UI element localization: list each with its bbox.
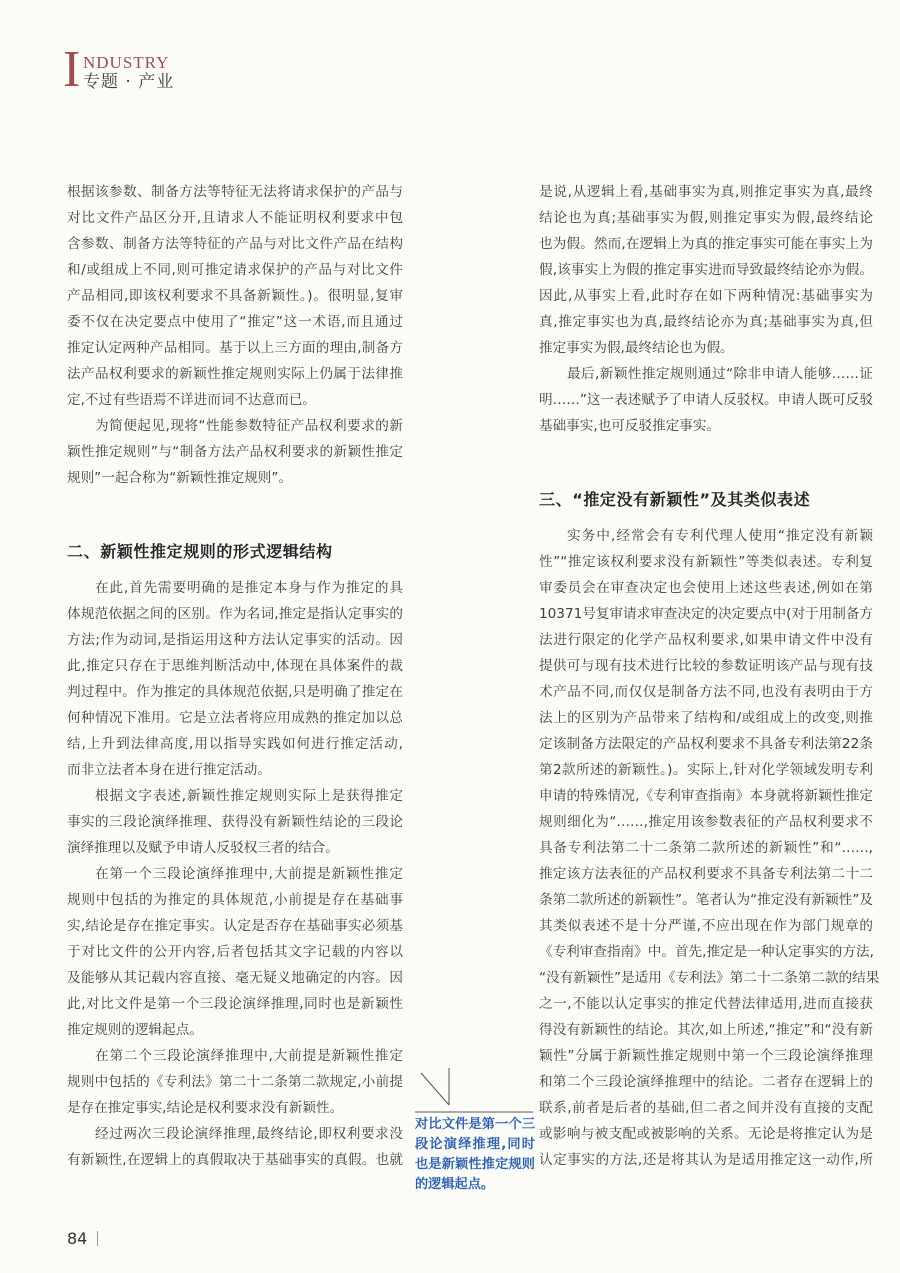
text-line: 此,对比文件是第一个三段论演绎推理,同时也是新颖性 [67, 996, 403, 1012]
header-english: NDUSTRY [83, 53, 170, 72]
text-line: 和第二个三段论演绎推理中的结论。二者存在逻辑上的 [539, 1074, 873, 1090]
paragraph [67, 1043, 403, 1121]
section-heading: 二、新颖性推定规则的形式逻辑结构 [67, 542, 333, 561]
text-line: 有新颖性,在逻辑上的真假取决于基础事实的真假。也就 [67, 1152, 403, 1168]
text-line: 《专利审查指南》中。首先,推定是一种认定事实的方法, [539, 944, 874, 960]
header-initial-logo: I [63, 41, 81, 98]
text-line: 基础事实,也可反驳推定事实。 [539, 418, 721, 434]
text-line: 于对比文件的公开内容,后者包括其文字记载的内容以 [67, 944, 403, 960]
text-line: 认定事实的方法,还是将其认为是适用推定这一动作,所 [539, 1152, 873, 1168]
section-heading: 三、“推定没有新颖性”及其类似表述 [539, 490, 811, 509]
text-line: 或影响与被支配或被影响的关系。无论是将推定认为是 [539, 1126, 873, 1142]
paragraph [67, 783, 403, 861]
text-line: 推定该方法表征的产品权利要求不具备专利法第二十二 [539, 866, 873, 882]
text-line: 事实的三段论演绎推理、获得没有新颖性结论的三段论 [67, 814, 403, 830]
text-line: 规则细化为“……,推定用该参数表征的产品权利要求不 [539, 814, 873, 830]
text-line: 推定事实为假,最终结论也为假。 [539, 340, 734, 356]
text-line: 规则中包括的为推定的具体规范,小前提是存在基础事 [67, 892, 403, 908]
paragraph [67, 413, 403, 491]
text-line: 之一,不能以认定事实的推定代替法律适用,进而直接获 [539, 996, 873, 1012]
text-line: 颖性”分属于新颖性推定规则中第一个三段论演绎推理 [539, 1048, 873, 1064]
text-line: 联系,前者是后者的基础,但二者之间并没有直接的支配 [539, 1100, 873, 1116]
text-line: 审委员会在审查决定也会使用上述这些表述,例如在第 [539, 580, 873, 596]
text-line: 对比文件产品区分开,且请求人不能证明权利要求中包 [67, 210, 403, 226]
text-line: 演绎推理以及赋予申请人反驳权三者的结合。 [67, 840, 339, 856]
text-line: 法进行限定的化学产品权利要求,如果申请文件中没有 [539, 632, 873, 648]
text-line: 提供可与现有技术进行比较的参数证明该产品与现有技 [539, 658, 873, 674]
paragraph [67, 179, 403, 413]
page-number: 84 [67, 1229, 88, 1248]
text-line: 而非立法者本身在进行推定活动。 [67, 762, 271, 778]
text-line: 此,推定只存在于思维判断活动中,体现在具体案件的裁 [67, 658, 403, 674]
text-line: 得没有新颖性的结论。其次,如上所述,“推定”和“没有新 [539, 1022, 873, 1038]
text-line: 产品相同,即该权利要求不具备新颖性。)。很明显,复审 [67, 288, 403, 304]
paragraph [67, 575, 403, 783]
text-line: 根据文字表述,新颖性推定规则实际上是获得推定 [95, 788, 403, 804]
page-number-divider [97, 1231, 98, 1246]
text-line: 和/或组成上不同,则可推定请求保护的产品与对比文件 [67, 262, 403, 278]
text-line: 法上的区别为产品带来了结构和/或组成上的改变,则推 [539, 710, 873, 726]
text-line: 是说,从逻辑上看,基础事实为真,则推定事实为真,最终 [539, 184, 873, 200]
text-line: 经过两次三段论演绎推理,最终结论,即权利要求没 [95, 1126, 403, 1142]
text-line: 性”“推定该权利要求没有新颖性”等类似表述。专利复 [539, 554, 873, 570]
text-line: 其类似表述不是十分严谨,不应出现在作为部门规章的 [539, 918, 873, 934]
text-line: 何种情况下准用。它是立法者将应用成熟的推定加以总 [67, 710, 403, 726]
text-line: 规则中包括的《专利法》第二十二条第二款规定,小前提 [67, 1074, 403, 1090]
text-line: 在此,首先需要明确的是推定本身与作为推定的具 [95, 580, 403, 596]
text-line: 根据该参数、制备方法等特征无法将请求保护的产品与 [67, 184, 403, 200]
text-line: 10371号复审请求审查决定的决定要点中(对于用制备方 [539, 606, 874, 622]
header-section: 专题 · 产业 [83, 72, 175, 92]
text-line: 真,推定事实也为真,最终结论亦为真;基础事实为真,但 [539, 314, 873, 330]
callout-line: 的逻辑起点。 [415, 1177, 495, 1192]
callout-pointer-icon [405, 1060, 535, 1116]
callout-line: 也是新颖性推定规则 [415, 1157, 535, 1172]
text-line: 定,不过有些语焉不详进而词不达意而已。 [67, 392, 317, 408]
text-line: 定该制备方法限定的产品权利要求不具备专利法第22条 [539, 736, 873, 752]
text-line: 方法;作为动词,是指运用这种方法认定事实的活动。因 [67, 632, 403, 648]
text-line: 假,该事实上为假的推定事实进而导致最终结论亦为假。 [539, 262, 873, 278]
paragraph [67, 861, 403, 1043]
text-line: 结,上升到法律高度,用以指导实践如何进行推定活动, [67, 736, 403, 752]
text-line: 法产品权利要求的新颖性推定规则实际上仍属于法律推 [67, 366, 403, 382]
text-line: 推定规则的逻辑起点。 [67, 1022, 203, 1038]
text-line: 申请的特殊情况,《专利审查指南》本身就将新颖性推定 [539, 788, 873, 804]
paragraph [539, 361, 873, 439]
text-line: 条第二款所述的新颖性”。笔者认为“推定没有新颖性”及 [539, 892, 873, 908]
pull-quote-callout [415, 1115, 535, 1195]
text-line: 第2款所述的新颖性。)。实际上,针对化学领域发明专利 [539, 762, 873, 778]
text-line: 明……”这一表述赋予了申请人反驳权。申请人既可反驳 [539, 392, 873, 408]
text-line: 颖性推定规则”与“制备方法产品权利要求的新颖性推定 [67, 444, 403, 460]
text-line: 最后,新颖性推定规则通过“除非申请人能够……证 [567, 366, 873, 382]
callout-line: 段论演绎推理,同时 [415, 1137, 535, 1152]
text-line: “没有新颖性”是适用《专利法》第二十二条第二款的结果 [539, 970, 880, 986]
text-line: 判过程中。作为推定的具体规范依据,只是明确了推定在 [67, 684, 403, 700]
text-line: 体规范依据之间的区别。作为名词,推定是指认定事实的 [67, 606, 403, 622]
text-line: 为简便起见,现将“性能参数特征产品权利要求的新 [95, 418, 403, 434]
text-line: 结论也为真;基础事实为假,则推定事实为假,最终结论 [539, 210, 873, 226]
text-line: 及能够从其记载内容直接、毫无疑义地确定的内容。因 [67, 970, 403, 986]
text-line: 在第一个三段论演绎推理中,大前提是新颖性推定 [95, 866, 403, 882]
text-line: 含参数、制备方法等特征的产品与对比文件产品在结构 [67, 236, 403, 252]
text-line: 术产品不同,而仅仅是制备方法不同,也没有表明由于方 [539, 684, 873, 700]
callout-line: 对比文件是第一个三 [415, 1117, 535, 1132]
paragraph [67, 1121, 403, 1173]
text-line: 也为假。然而,在逻辑上为真的推定事实可能在事实上为 [539, 236, 873, 252]
text-line: 委不仅在决定要点中使用了“推定”这一术语,而且通过 [67, 314, 403, 330]
text-line: 规则”一起合称为“新颖性推定规则”。 [67, 470, 293, 486]
text-line: 实务中,经常会有专利代理人使用“推定没有新颖 [567, 528, 873, 544]
text-line: 是存在推定事实,结论是权利要求没有新颖性。 [67, 1100, 344, 1116]
paragraph [539, 523, 880, 1173]
text-line: 推定认定两种产品相同。基于以上三方面的理由,制备方 [67, 340, 403, 356]
text-line: 在第二个三段论演绎推理中,大前提是新颖性推定 [95, 1048, 403, 1064]
text-line: 因此,从事实上看,此时存在如下两种情况:基础事实为 [539, 288, 873, 304]
paragraph [539, 179, 873, 361]
text-line: 实,结论是存在推定事实。认定是否存在基础事实必须基 [67, 918, 403, 934]
text-line: 具备专利法第二十二条第二款所述的新颖性”和“……, [539, 840, 873, 856]
